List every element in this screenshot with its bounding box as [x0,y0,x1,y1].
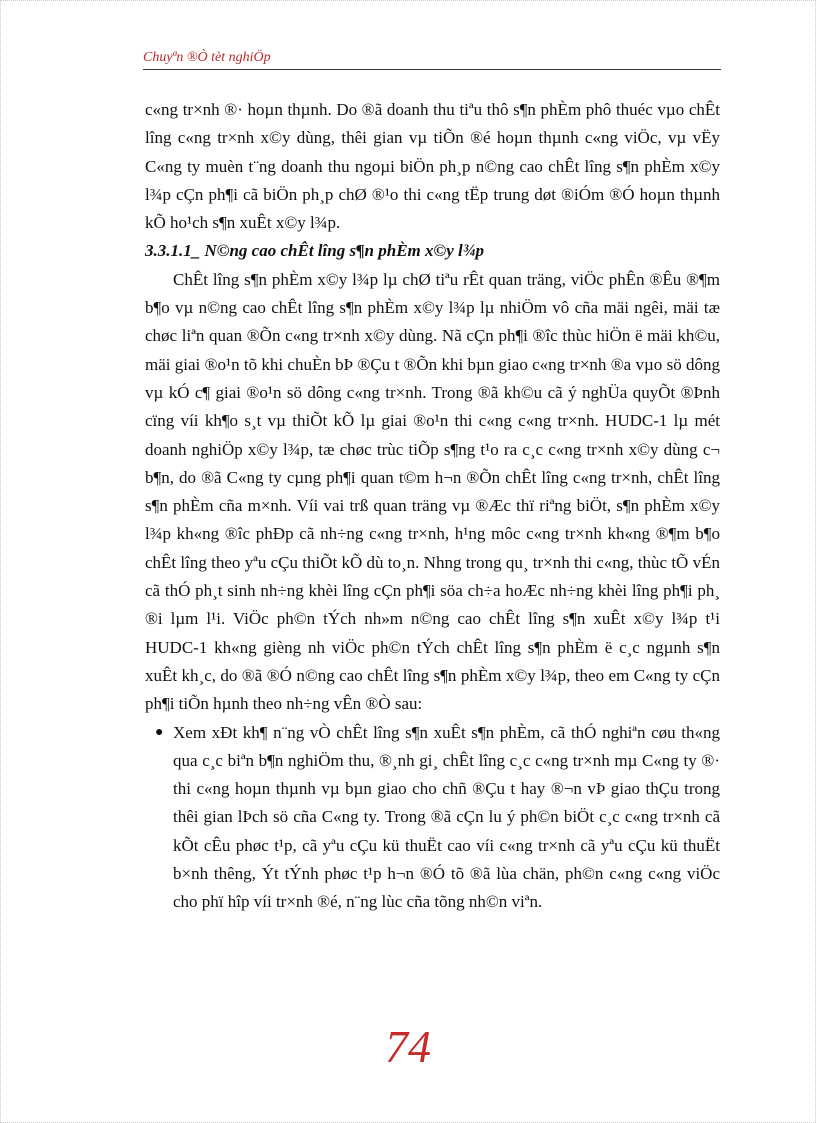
header-title: Chuyªn ®Ò tèt nghiÖp [143,50,271,65]
paragraph-continuation: c«ng tr×nh ®· hoµn thµnh. Do ®ã doanh thu tiªu thô s¶n phÈm phô thuéc vµo chÊt lîng c«ng tr×nh x©y dùng, thêi gian vµ tiÕn ®é hoµn thµnh c«ng viÖc, vµ vËy C«ng ty muèn t¨ng doanh thu ngoµi biÖn ph¸p n©ng cao chÊt lîng s¶n phÈm x©y l¾p cÇn ph¶i cã biÖn ph¸p chØ ®¹o thi c«ng tËp trung døt ®iÓm ®Ó hoµn thµnh kÕ ho¹ch s¶n xuÊt x©y l¾p. [145,100,720,233]
bullet-dot-icon: ● [155,724,164,740]
page-number: 74 [385,1021,431,1072]
section-heading: 3.3.1.1_ N©ng cao chÊt lîng s¶n phÈm x©y l¾p [145,241,484,261]
running-header [143,50,721,70]
paragraph-quality: ChÊt lîng s¶n phÈm x©y l¾p lµ chØ tiªu rÊt quan träng, viÖc phÊn ®Êu ®¶m b¶o vµ n©ng cao chÊt lîng s¶n phÈm x©y l¾p lµ nhiÖm vô cña mäi ngêi, mäi tæ chøc liªn quan ®Õn c«ng tr×nh x©y dùng. Nã cÇn ph¶i ®îc thùc hiÖn ë mäi kh©u, mäi giai ®o¹n tõ khi chuÈn bÞ ®Çu t ®Õn khi bµn giao c«ng tr×nh ®a vµo sö dông vµ kÓ c¶ giai ®o¹n sö dông c«ng tr×nh. Trong ®ã kh©u cã ý nghÜa quyÕt ®Þnh cïng víi kh¶o s¸t vµ thiÕt kÕ lµ giai ®o¹n thi c«ng c«ng tr×nh. HUDC-1 lµ mét doanh nghiÖp x©y l¾p, tæ chøc trùc tiÕp s¶ng t¹o ra c¸c c«ng tr×nh x©y dùng c¬ b¶n, do ®ã C«ng ty cµng ph¶i quan t©m h¬n ®Õn chÊt lîng c«ng tr×nh, chÊt lîng s¶n phÈm cña m×nh. Víi vai trß quan träng vµ ®Æc thï riªng biÖt, s¶n phÈm x©y l¾p kh«ng ®îc phÐp cã nh÷ng c«ng tr×nh, h¹ng môc c«ng tr×nh kh«ng ®¶m b¶o chÊt lîng theo yªu cÇu thiÕt kÕ dù to¸n. Nhng trong qu¸ tr×nh thi c«ng, thùc tÕ vÉn cã thÓ ph¸t sinh nh÷ng khèi lîng cÇn ph¶i söa ch÷a hoÆc nh÷ng khèi lîng ph¶i ph¸ ®i lµm l¹i. ViÖc ph©n tÝch nh»m n©ng cao chÊt lîng s¶n xuÊt x©y l¾p t¹i HUDC-1 kh«ng gièng nh viÖc ph©n tÝch chÊt lîng s¶n phÈm ë c¸c ngµnh s¶n xuÊt kh¸c, do ®ã ®Ó n©ng cao chÊt lîng s¶n phÈm x©y l¾p, theo em C«ng ty cÇn ph¶i tiÕn hµnh theo nh÷ng vÊn ®Ò sau: [145,269,720,714]
bullet-item [145,719,720,917]
bullet-text: Xem xÐt kh¶ n¨ng vÒ chÊt lîng s¶n xuÊt s¶n phÈm, cã thÓ nghiªn cøu th«ng qua c¸c biªn b¶n nghiÖm thu, ®¸nh gi¸ chÊt lîng c¸c c«ng tr×nh mµ C«ng ty ®· thi c«ng hoµn thµnh vµ bµn giao cho chñ ®Çu t hay ®¬n vÞ giao thÇu trong thêi gian lÞch sö cña C«ng ty. Trong ®ã cÇn lu ý ph©n biÖt c¸c c«ng tr×nh cã kÕt cÊu phøc t¹p, cã yªu cÇu kü thuËt cao víi c«ng tr×nh cã yªu cÇu kü thuËt b×nh thêng, Ýt tÝnh phøc t¹p h¬n ®Ó tõ ®ã lùa chän, ph©n c«ng c«ng viÖc cho phï hîp víi tr×nh ®é, n¨ng lùc cña tõng nh©n viªn. [173,722,720,912]
body-text [145,96,720,917]
